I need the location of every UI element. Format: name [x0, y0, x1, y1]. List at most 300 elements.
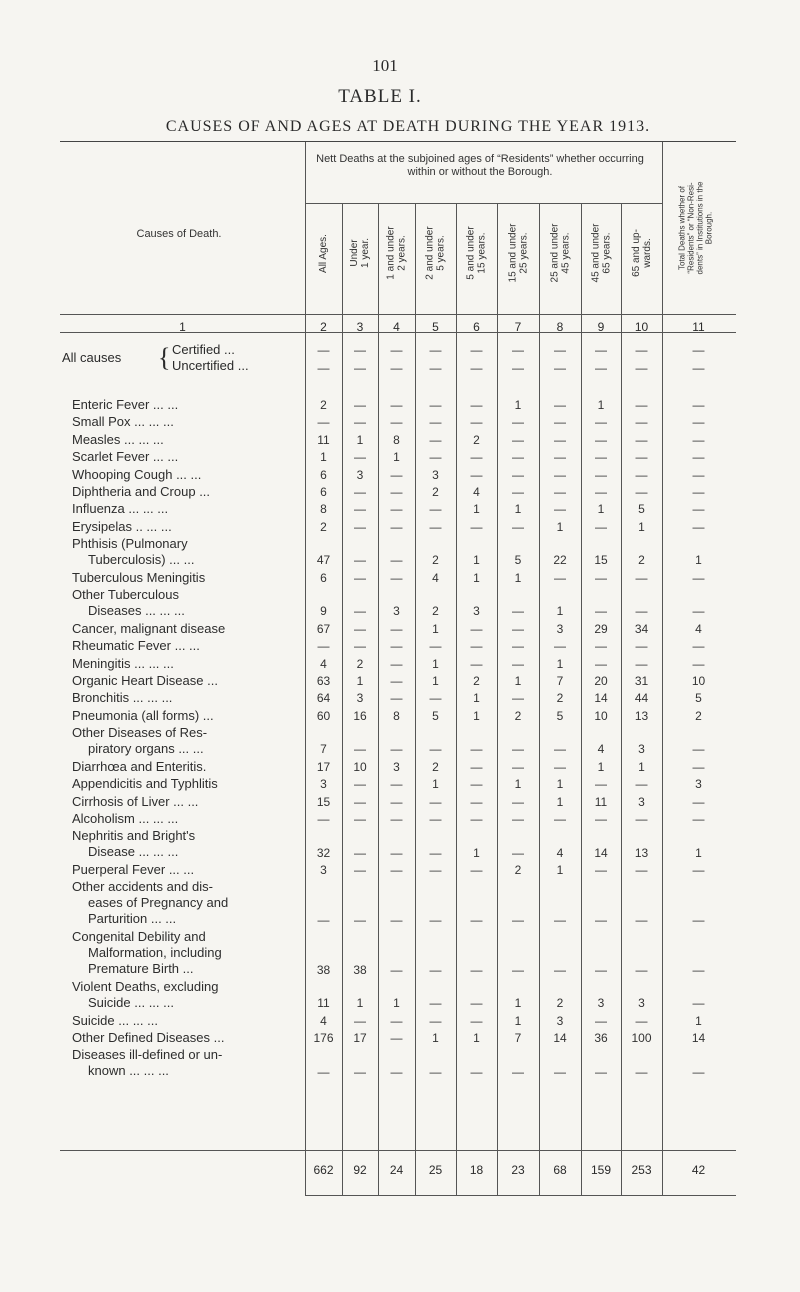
value-cell: 13 [634, 708, 649, 723]
uncertified-value: — [470, 361, 483, 375]
total-value: 25 [428, 1163, 443, 1177]
value-cell: 1 [514, 777, 522, 792]
cause-label: Diphtheria and Croup ... [72, 484, 211, 499]
value-cell: — [512, 519, 524, 534]
value-cell: 1 [597, 759, 605, 774]
value-cell: 16 [353, 708, 367, 723]
value-cell: — [354, 450, 366, 465]
total-column-header: Total Deaths whether of “Residents” or “Non-Resi- dents” in Institutions in the Borough. [677, 181, 714, 275]
value-cell: — [692, 519, 705, 534]
column-number-10: 10 [634, 320, 649, 334]
value-cell: 1 [473, 691, 480, 706]
value-cell: — [692, 639, 705, 654]
certified-value: — [390, 343, 403, 357]
value-cell: — [692, 656, 705, 671]
value-cell: 20 [594, 674, 608, 688]
value-cell: 67 [316, 621, 331, 636]
age-header-10: 65 and up- wards. [630, 229, 653, 277]
uncertified-value: — [354, 361, 366, 375]
value-cell: — [635, 863, 648, 877]
total-value: 42 [691, 1163, 706, 1177]
value-cell: 1 [473, 553, 480, 568]
certified-value: — [512, 343, 524, 357]
value-cell: — [635, 1064, 648, 1079]
value-cell: — [512, 432, 524, 447]
value-cell: — [470, 656, 483, 671]
value-cell: — [470, 467, 483, 482]
value-cell: — [354, 1013, 366, 1028]
value-cell: — [635, 432, 648, 447]
total-value: 23 [511, 1163, 525, 1177]
value-cell: — [554, 502, 566, 517]
value-cell: 1 [695, 553, 702, 568]
total-value: 68 [553, 1163, 567, 1177]
value-cell: 5 [695, 691, 702, 706]
uncertified-value: — [512, 361, 524, 375]
value-cell: 1 [432, 1031, 439, 1045]
value-cell: 1 [514, 1013, 522, 1028]
value-cell: — [512, 1064, 524, 1079]
value-cell: 1 [432, 674, 439, 688]
cause-label: Appendicitis and Typhlitis [72, 776, 218, 792]
all-causes-label: All causes [62, 350, 122, 365]
value-cell: 1 [556, 656, 564, 671]
value-cell: — [692, 432, 705, 447]
cause-label: Small Pox ... ... ... [72, 414, 174, 430]
value-cell: 3 [556, 621, 564, 636]
age-header-8: 25 and under 45 years. [549, 223, 572, 283]
value-cell: — [390, 845, 403, 860]
value-cell: 15 [594, 553, 608, 568]
age-header-2: All Ages. [318, 233, 330, 273]
value-cell: 6 [320, 467, 327, 482]
value-cell: 29 [594, 621, 608, 636]
value-cell: 1 [432, 621, 439, 636]
value-cell: 2 [556, 996, 564, 1011]
value-cell: — [635, 777, 648, 792]
value-cell: 3 [638, 794, 645, 809]
column-number-1: 1 [179, 320, 186, 334]
all-causes-brace: { [158, 343, 171, 372]
uncertified-value: — [595, 361, 607, 375]
cause-label: Diarrhœa and Enteritis. [72, 758, 207, 774]
value-cell: — [512, 962, 524, 977]
value-cell: — [512, 621, 524, 636]
value-cell: 1 [393, 996, 400, 1011]
value-cell: — [470, 794, 483, 809]
value-cell: — [354, 553, 366, 568]
value-cell: — [595, 656, 607, 671]
value-cell: — [692, 996, 705, 1011]
value-cell: 2 [514, 863, 522, 877]
value-cell: 17 [316, 759, 331, 774]
value-cell: 8 [320, 502, 327, 517]
value-cell: 2 [556, 691, 564, 706]
value-cell: — [390, 691, 403, 706]
value-cell: — [692, 502, 705, 517]
cause-label: Tuberculous Meningitis [72, 569, 206, 585]
value-cell: 1 [432, 777, 439, 792]
value-cell: — [354, 604, 366, 619]
value-cell: 5 [638, 502, 645, 517]
hline-nett [305, 203, 662, 204]
value-cell: — [512, 794, 524, 809]
cause-label: Suicide ... ... ... [72, 1012, 158, 1028]
hline-totals-end [305, 1195, 736, 1196]
value-cell: — [595, 519, 607, 534]
value-cell: — [390, 674, 403, 688]
value-cell: 64 [316, 691, 331, 706]
value-cell: — [692, 450, 705, 465]
value-cell: 10 [691, 674, 706, 688]
table-title: TABLE I. [338, 86, 422, 107]
value-cell: 3 [556, 1013, 564, 1028]
cause-label: Other Defined Diseases ... [72, 1030, 225, 1045]
value-cell: — [470, 912, 483, 927]
value-cell: — [635, 639, 648, 654]
value-cell: 1 [473, 570, 480, 585]
value-cell: 6 [320, 570, 327, 585]
value-cell: — [390, 553, 403, 568]
value-cell: — [635, 604, 648, 619]
value-cell: 11 [594, 794, 608, 809]
value-cell: — [429, 863, 442, 877]
value-cell: — [390, 1064, 403, 1079]
uncertified-value: — [390, 361, 403, 375]
value-cell: 7 [320, 742, 327, 757]
certified-value: — [429, 343, 442, 357]
value-cell: 1 [597, 398, 605, 412]
value-cell: — [470, 962, 483, 977]
page-number: 101 [372, 56, 398, 75]
value-cell: 10 [353, 759, 367, 774]
value-cell: — [554, 450, 566, 465]
value-cell: — [554, 467, 566, 482]
certified-value: — [595, 343, 607, 357]
cause-label: Violent Deaths, excluding Suicide ... ... ... [72, 979, 219, 1010]
value-cell: — [512, 656, 524, 671]
value-cell: 13 [634, 845, 649, 860]
value-cell: — [470, 450, 483, 465]
value-cell: — [354, 485, 366, 499]
value-cell: — [317, 812, 330, 826]
cause-label: Other Tuberculous Diseases ... ... ... [72, 587, 185, 619]
value-cell: — [390, 742, 403, 757]
value-cell: — [595, 415, 607, 430]
value-cell: — [692, 604, 705, 619]
value-cell: 3 [393, 759, 400, 774]
age-header-5: 2 and under 5 years. [424, 226, 447, 280]
value-cell: 8 [393, 432, 400, 447]
value-cell: — [554, 398, 566, 412]
column-number-2: 2 [320, 320, 327, 334]
value-cell: — [317, 639, 330, 654]
value-cell: — [595, 777, 607, 792]
value-cell: 38 [353, 962, 367, 977]
value-cell: — [554, 485, 566, 499]
value-cell: — [512, 912, 524, 927]
cause-label: Enteric Fever ... ... [72, 397, 179, 412]
value-cell: — [692, 570, 705, 585]
value-cell: 1 [473, 708, 480, 723]
value-cell: — [390, 812, 403, 826]
value-cell: — [595, 863, 607, 877]
value-cell: 4 [695, 621, 702, 636]
value-cell: 1 [695, 1013, 702, 1028]
uncertified-value: — [635, 361, 648, 375]
value-cell: — [354, 398, 366, 412]
cause-label: Phthisis (Pulmonary Tuberculosis) ... ... [72, 536, 195, 568]
value-cell: 1 [556, 777, 564, 792]
uncertified-value: — [317, 361, 330, 375]
value-cell: — [317, 415, 330, 430]
value-cell: — [470, 812, 483, 826]
value-cell: — [390, 863, 403, 877]
value-cell: — [554, 432, 566, 447]
value-cell: — [692, 742, 705, 757]
value-cell: — [554, 415, 566, 430]
cause-label: Diseases ill-defined or un- known ... ... ... [72, 1047, 223, 1079]
value-cell: — [470, 1064, 483, 1079]
column-number-5: 5 [432, 320, 439, 334]
cause-label: Scarlet Fever ... ... [72, 449, 179, 465]
value-cell: 1 [514, 674, 522, 688]
column-number-8: 8 [556, 320, 564, 334]
value-cell: 44 [634, 691, 649, 706]
value-cell: — [429, 794, 442, 809]
value-cell: — [692, 794, 705, 809]
value-cell: — [390, 962, 403, 977]
value-cell: 1 [320, 450, 327, 465]
value-cell: 2 [356, 656, 364, 671]
value-cell: — [512, 639, 524, 654]
value-cell: 14 [691, 1031, 706, 1045]
value-cell: — [635, 962, 648, 977]
value-cell: 1 [393, 450, 400, 465]
value-cell: — [512, 742, 524, 757]
value-cell: 3 [638, 742, 645, 757]
value-cell: 2 [432, 553, 439, 568]
value-cell: 2 [695, 708, 702, 723]
value-cell: — [390, 794, 403, 809]
value-cell: 1 [638, 519, 645, 534]
cause-label: Erysipelas .. ... ... [72, 518, 172, 534]
value-cell: — [390, 912, 403, 927]
value-cell: 2 [320, 398, 327, 412]
value-cell: — [354, 639, 366, 654]
value-cell: — [429, 1064, 442, 1079]
value-cell: — [470, 1013, 483, 1028]
total-value: 159 [590, 1163, 612, 1177]
value-cell: 4 [556, 845, 564, 860]
value-cell: 9 [320, 604, 327, 619]
value-cell: — [429, 1013, 442, 1028]
cause-label: Measles ... ... ... [72, 431, 164, 447]
value-cell: — [390, 639, 403, 654]
value-cell: — [390, 1031, 403, 1045]
value-cell: — [390, 415, 403, 430]
value-cell: — [692, 485, 705, 499]
value-cell: — [354, 912, 366, 927]
value-cell: 3 [432, 467, 439, 482]
value-cell: — [429, 639, 442, 654]
cause-label: Bronchitis ... ... ... [72, 690, 173, 706]
cause-label: Rheumatic Fever ... ... [72, 638, 200, 654]
value-cell: — [429, 691, 442, 706]
value-cell: — [470, 996, 483, 1011]
value-cell: 7 [514, 1031, 522, 1045]
value-cell: — [390, 519, 403, 534]
age-header-9: 45 and under 65 years. [590, 223, 613, 283]
value-cell: — [635, 912, 648, 927]
value-cell: — [354, 502, 366, 517]
value-cell: — [635, 812, 648, 826]
value-cell: — [470, 863, 483, 877]
value-cell: 1 [514, 996, 522, 1011]
certified-value: — [635, 343, 648, 357]
value-cell: — [635, 570, 648, 585]
value-cell: — [692, 415, 705, 430]
value-cell: 3 [356, 467, 364, 482]
value-cell: 31 [634, 674, 649, 688]
cause-label: Puerperal Fever ... ... [72, 862, 195, 877]
value-cell: — [470, 742, 483, 757]
column-number-6: 6 [473, 320, 480, 334]
value-cell: 1 [432, 656, 439, 671]
hline-body-end [60, 1150, 736, 1151]
value-cell: — [354, 570, 366, 585]
value-cell: — [595, 432, 607, 447]
value-cell: — [354, 621, 366, 636]
value-cell: 32 [316, 845, 331, 860]
cause-label: Influenza ... ... ... [72, 501, 169, 517]
value-cell: 3 [473, 604, 480, 619]
value-cell: — [429, 398, 442, 412]
value-cell: — [512, 691, 524, 706]
value-cell: — [354, 812, 366, 826]
value-cell: — [554, 962, 566, 977]
value-cell: — [390, 777, 403, 792]
value-cell: 14 [594, 845, 608, 860]
value-cell: 11 [317, 432, 330, 447]
value-cell: 2 [638, 553, 645, 568]
value-cell: — [595, 570, 607, 585]
value-cell: 3 [320, 777, 327, 792]
cause-label: Other Diseases of Res- piratory organs ... ... [72, 725, 208, 757]
value-cell: — [470, 639, 483, 654]
value-cell: 4 [432, 570, 439, 585]
value-cell: 60 [316, 708, 331, 723]
uncertified-value: — [692, 361, 705, 375]
value-cell: — [554, 759, 566, 774]
value-cell: 4 [597, 742, 605, 757]
value-cell: 1 [473, 1031, 480, 1045]
value-cell: 36 [594, 1031, 608, 1045]
value-cell: — [429, 415, 442, 430]
certified-label: Certified ... [172, 342, 235, 357]
value-cell: 3 [393, 604, 400, 619]
cause-label: Organic Heart Disease ... [72, 673, 218, 688]
value-cell: — [595, 467, 607, 482]
value-cell: 6 [320, 485, 327, 499]
value-cell: — [354, 777, 366, 792]
value-cell: — [429, 845, 442, 860]
table-subtitle: CAUSES OF AND AGES AT DEATH DURING THE YEAR 1913. [165, 118, 651, 135]
hline-header [60, 314, 736, 315]
value-cell: 47 [316, 553, 331, 568]
value-cell: — [470, 759, 483, 774]
value-cell: — [470, 777, 483, 792]
value-cell: — [635, 415, 648, 430]
value-cell: — [470, 398, 483, 412]
value-cell: 1 [356, 674, 364, 688]
total-value: 253 [631, 1163, 652, 1177]
value-cell: — [390, 398, 403, 412]
value-cell: — [692, 912, 705, 927]
value-cell: 8 [393, 708, 400, 723]
value-cell: — [692, 398, 705, 412]
value-cell: — [470, 415, 483, 430]
value-cell: — [354, 519, 366, 534]
age-header-4: 1 and under 2 years. [385, 226, 408, 280]
value-cell: 63 [316, 674, 331, 688]
value-cell: — [692, 467, 705, 482]
value-cell: — [429, 812, 442, 826]
value-cell: 3 [320, 863, 327, 877]
value-cell: — [512, 759, 524, 774]
value-cell: — [595, 485, 607, 499]
value-cell: — [470, 621, 483, 636]
value-cell: — [554, 812, 566, 826]
value-cell: — [429, 912, 442, 927]
total-value: 24 [389, 1163, 404, 1177]
value-cell: 1 [556, 794, 564, 809]
value-cell: — [692, 759, 705, 774]
value-cell: — [429, 996, 442, 1011]
value-cell: — [595, 1013, 607, 1028]
age-header-6: 5 and under 15 years. [465, 226, 488, 280]
certified-value: — [692, 343, 705, 357]
cause-label: Cancer, malignant disease [72, 620, 226, 636]
cause-label: Nephritis and Bright's Disease ... ... ... [72, 828, 196, 860]
value-cell: — [429, 962, 442, 977]
column-number-4: 4 [393, 320, 400, 334]
value-cell: 5 [556, 708, 564, 723]
value-cell: — [635, 656, 648, 671]
value-cell: 3 [597, 996, 605, 1011]
value-cell: 1 [556, 863, 564, 877]
value-cell: — [692, 812, 705, 826]
value-cell: — [354, 794, 366, 809]
value-cell: 14 [553, 1031, 567, 1045]
causes-header: Causes of Death. [136, 228, 222, 240]
value-cell: 2 [473, 432, 480, 447]
top-rule [60, 141, 736, 142]
value-cell: 1 [356, 996, 364, 1011]
value-cell: — [390, 621, 403, 636]
total-value: 18 [469, 1163, 484, 1177]
value-cell: — [635, 398, 648, 412]
certified-value: — [554, 343, 566, 357]
value-cell: 2 [432, 759, 439, 774]
value-cell: — [595, 450, 607, 465]
value-cell: 1 [514, 502, 522, 517]
value-cell: 1 [473, 502, 480, 517]
cause-label: Whooping Cough ... ... [72, 466, 202, 482]
value-cell: — [554, 912, 566, 927]
value-cell: — [595, 912, 607, 927]
value-cell: 3 [356, 691, 364, 706]
